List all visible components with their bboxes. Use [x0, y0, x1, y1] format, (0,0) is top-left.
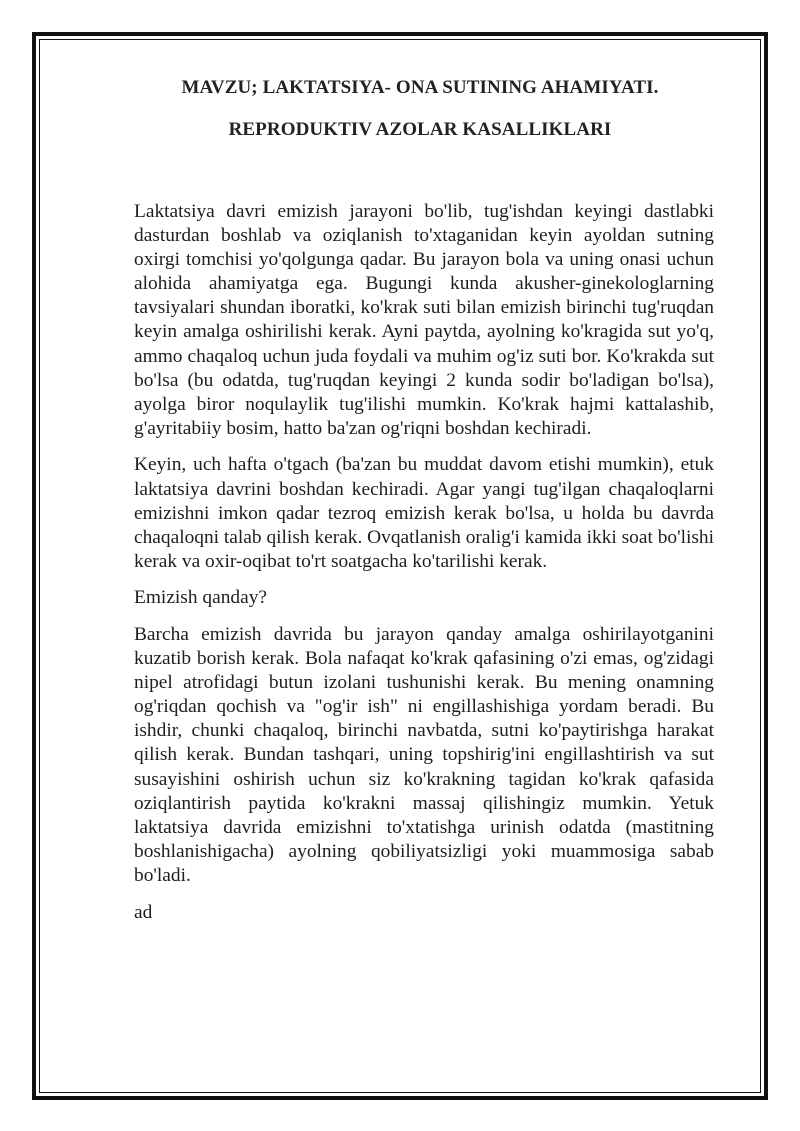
body-paragraph-4: ad	[134, 901, 153, 923]
body-paragraph-1: Laktatsiya davri emizish jarayoni bo'lib, tug'ishdan keyingi dastlabki dasturdan boshlab va oziqlanish to'xtaganidan keyin ayoldan sutning oxirgi tomchisi yo'qolgunga qadar. Bu jarayon bola va uning onasi uchun alohida ahamiyatga ega. Bugungi kunda akusher-ginekologlarning tavsiyalari shundan iboratki, ko'krak suti bilan emizish birinchi tug'ruqdan keyin amalga oshirilishi kerak. Ayni paytda, ayolning ko'kragida sut yo'q, ammo chaqaloq uchun juda foydali va muhim og'iz suti bor. Ko'krakda sut bo'lsa (bu odatda, tug'ruqdan keyingi 2 kunda sodir bo'ladigan bo'lsa), ayolga biror noqulaylik tug'ilishi mumkin. Ko'krak hajmi kattalashib, g'ayritabiiy bosim, hatto ba'zan og'riqni boshdan kechiradi.	[134, 201, 714, 439]
body-paragraph-3: Barcha emizish davrida bu jarayon qanday amalga oshirilayotganini kuzatib borish kerak. Bola nafaqat ko'krak qafasining o'zi emas, og'zidagi nipel atrofidagi butun izolani tushunishi kerak. Bu mening onamning og'riqdan qochish va "og'ir ish" ni engillashishiga yordam beradi. Bu ishdir, chunki chaqaloq, birinchi navbatda, sutni ko'paytirishga harakat qilish kerak. Bundan tashqari, uning topshirig'ini engillashtirish va sut susayishini oshirish uchun siz ko'krakning tagidan ko'krak qafasida oziqlantirish paytida ko'krakni massaj qilishingiz mumkin. Yetuk laktatsiya davrida emizishni to'xtatishga urinish odatda (mastitning boshlanishigacha) ayolning qobiliyatsizligi yoki muammosiga sabab bo'ladi.	[134, 624, 714, 886]
document-body	[134, 200, 714, 937]
body-paragraph-2: Keyin, uch hafta o'tgach (ba'zan bu muddat davom etishi mumkin), etuk laktatsiya davrini boshdan kechiradi. Agar yangi tug'ilgan chaqaloqlarni emizishni imkon qadar tezroq emizish kerak bo'lsa, u holda bu davrda chaqaloqni talab qilish kerak. Ovqatlanish oralig'i kamida ikki soat bo'lishi kerak va oxir-oqibat to'rt soatgacha ko'tarilishi kerak.	[134, 454, 714, 572]
document-title-line-1: MAVZU; LAKTATSIYA- ONA SUTINING AHAMIYATI.	[181, 77, 659, 98]
section-heading: Emizish qanday?	[134, 587, 267, 609]
document-title-line-2: REPRODUKTIV AZOLAR KASALLIKLARI	[228, 119, 612, 140]
